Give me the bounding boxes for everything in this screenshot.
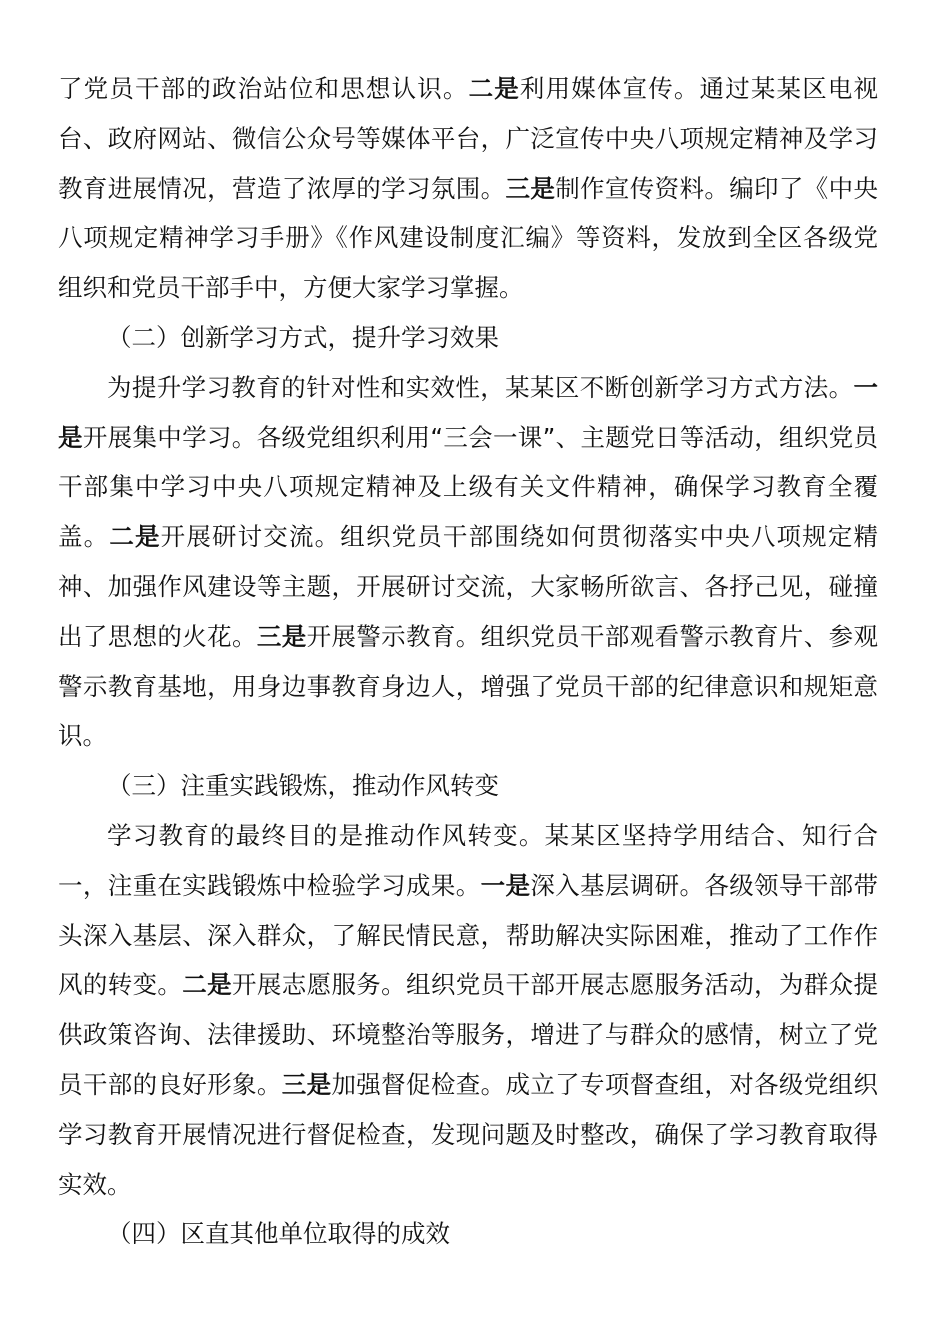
- bold-marker: 一是: [480, 870, 531, 900]
- section-heading-4: （四）区直其他单位取得的成效: [107, 1219, 450, 1249]
- paragraph-text: 利用媒体宣传。通过某某区电视台、政府网站、微信公众号等媒体平台，广泛宣传中央八项规定精神及学习教育进展情况，营造了浓厚的学习氛围。: [58, 74, 879, 203]
- bold-marker: 二是: [182, 970, 233, 1000]
- paragraph-practice: [58, 811, 878, 1209]
- paragraph-text: 学习教育的最终目的是推动作风转变。某某区坚持学用结合、知行合一，注重在实践锻炼中检验学习成果。: [58, 820, 878, 900]
- paragraph-text: 为提升学习教育的针对性和实效性，某某区不断创新学习方式方法。: [107, 372, 854, 402]
- bold-marker: 一是: [58, 372, 878, 452]
- bold-marker: 三是: [281, 1069, 332, 1099]
- paragraph-text: 制作宣传资料。编印了《中央八项规定精神学习手册》《作风建设制度汇编》等资料，发放到全区各级党组织和党员干部手中，方便大家学习掌握。: [58, 173, 878, 303]
- section-heading-2: （二）创新学习方式，提升学习效果: [107, 322, 499, 352]
- paragraph-text: 开展研讨交流。组织党员干部围绕如何贯彻落实中央八项规定精神、加强作风建设等主题，开展研讨交流，大家畅所欲言、各抒己见，碰撞出了思想的火花。: [58, 522, 879, 651]
- paragraph-study-methods: [58, 363, 878, 761]
- section-heading-3: （三）注重实践锻炼，推动作风转变: [107, 771, 499, 801]
- paragraph-media-publicity: [58, 64, 878, 313]
- paragraph-text: 开展集中学习。各级党组织利用“三会一课”、主题党日等活动，组织党员干部集中学习中央八项规定精神及上级有关文件精神，确保学习教育全覆盖。: [58, 422, 878, 552]
- paragraph-text: 开展警示教育。组织党员干部观看警示教育片、参观警示教育基地，用身边事教育身边人，增强了党员干部的纪律意识和规矩意识。: [58, 621, 878, 751]
- paragraph-text: 加强督促检查。成立了专项督查组，对各级党组织学习教育开展情况进行督促检查，发现问题及时整改，确保了学习教育取得实效。: [58, 1069, 878, 1199]
- bold-marker: 三是: [256, 621, 307, 651]
- bold-marker: 二是: [109, 522, 161, 552]
- paragraph-text: 了党员干部的政治站位和思想认识。: [58, 74, 469, 103]
- paragraph-text: 开展志愿服务。组织党员干部开展志愿服务活动，为群众提供政策咨询、法律援助、环境整治等服务，增进了与群众的感情，树立了党员干部的良好形象。: [58, 970, 878, 1099]
- paragraph-text: 深入基层调研。各级领导干部带头深入基层、深入群众，了解民情民意，帮助解决实际困难，推动了工作作风的转变。: [58, 870, 878, 1000]
- bold-marker: 三是: [505, 173, 556, 203]
- bold-marker: 二是: [468, 74, 520, 103]
